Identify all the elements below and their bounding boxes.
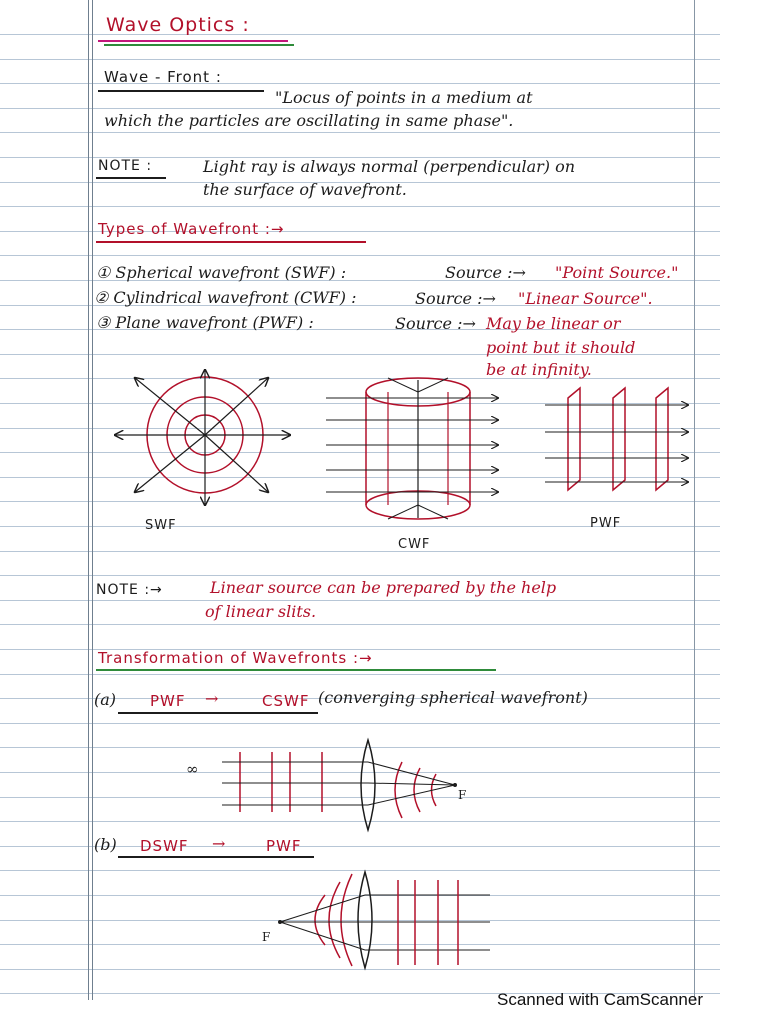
note1-line1: Light ray is always normal (perpendicular) on <box>203 157 576 176</box>
pwf-line2: point but it should <box>486 338 636 357</box>
case-a-from: PWF <box>150 692 186 710</box>
type-item-3: ③ Plane wavefront (PWF) : <box>96 313 314 332</box>
note1-label: NOTE : <box>98 158 153 174</box>
case-b-label: (b) <box>94 835 117 854</box>
focus-label-a: F <box>458 788 467 802</box>
swf-label: SWF <box>145 518 177 533</box>
focus-label-b: F <box>262 930 271 944</box>
case-b-arrow: → <box>212 834 226 853</box>
pwf-label: PWF <box>590 516 622 531</box>
page-title: Wave Optics : <box>106 14 250 36</box>
case-a-underline <box>118 712 318 714</box>
swf-diagram <box>115 370 290 505</box>
case-b-to: PWF <box>266 837 302 855</box>
case-a-arrow: → <box>205 689 219 708</box>
cwf-diagram <box>326 378 498 519</box>
type-item-3-source-label: Source :→ <box>395 314 476 333</box>
type-item-1-source-label: Source :→ <box>445 263 526 282</box>
type-item-2: ② Cylindrical wavefront (CWF) : <box>94 288 357 307</box>
transformation-heading: Transformation of Wavefronts :→ <box>98 649 373 667</box>
pwf-diagram <box>545 388 688 490</box>
pwf-to-cswf-diagram <box>222 740 457 830</box>
case-a-label: (a) <box>94 690 117 709</box>
note2-label: NOTE :→ <box>96 582 163 598</box>
pwf-line3: be at infinity. <box>486 360 592 379</box>
convex-lens-a <box>361 740 375 830</box>
dswf-to-pwf-diagram <box>278 872 490 968</box>
cwf-label: CWF <box>398 537 431 552</box>
note2-line1: Linear source can be prepared by the help <box>210 578 557 597</box>
note2-line2: of linear slits. <box>205 602 317 621</box>
type-item-2-source-label: Source :→ <box>415 289 496 308</box>
convex-lens-b <box>358 872 372 968</box>
transformation-heading-underline <box>96 669 496 671</box>
note1-line2: the surface of wavefront. <box>203 180 407 199</box>
type-item-2-source: "Linear Source". <box>518 289 653 308</box>
case-a-description: (converging spherical wavefront) <box>318 688 588 707</box>
case-a-to: CSWF <box>262 692 310 710</box>
infinity-symbol: ∞ <box>186 760 199 778</box>
scanner-watermark: Scanned with CamScanner <box>497 990 704 1009</box>
case-b-underline <box>118 856 314 858</box>
type-item-1-source: "Point Source." <box>555 263 679 282</box>
type-item-1: ① Spherical wavefront (SWF) : <box>96 263 347 282</box>
wavefront-def-line2: which the particles are oscillating in same phase". <box>104 111 514 130</box>
wavefront-def-line1: "Locus of points in a medium at <box>275 88 533 107</box>
wavefront-heading: Wave - Front : <box>104 68 222 86</box>
type-item-3-source: May be linear or <box>486 314 621 333</box>
case-b-from: DSWF <box>140 837 189 855</box>
types-heading: Types of Wavefront :→ <box>98 220 285 238</box>
